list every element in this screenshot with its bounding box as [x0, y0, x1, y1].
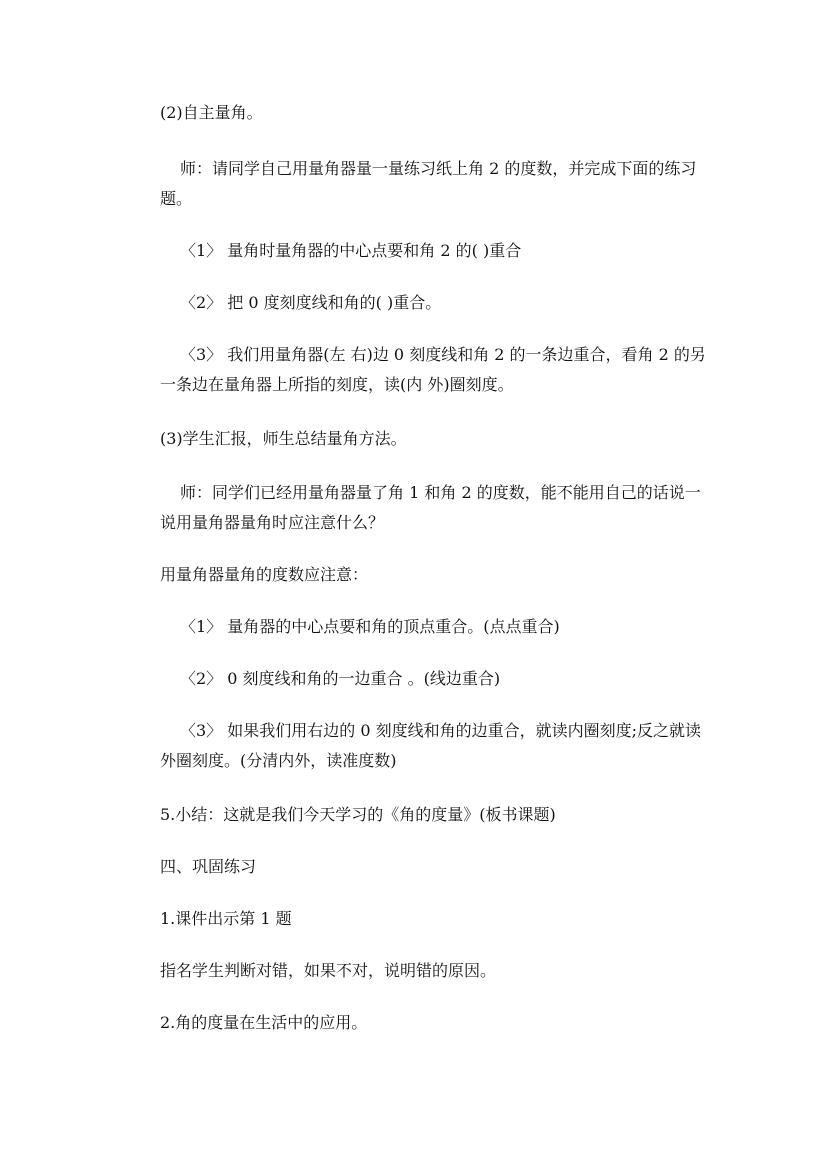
exercise-item-1: 〈1〉 量角时量角器的中心点要和角 2 的( )重合	[180, 241, 522, 260]
exercise-item-3-cont: 一条边在量角器上所指的刻度，读(内 外)圈刻度。	[160, 375, 514, 394]
paragraph-attention-heading: 用量角器量角的度数应注意：	[160, 565, 369, 584]
paragraph-student-report: (3)学生汇报，师生总结量角方法。	[160, 429, 407, 448]
paragraph-self-measure: (2)自主量角。	[160, 103, 263, 122]
paragraph-courseware-q1: 1.课件出示第 1 题	[160, 909, 292, 928]
exercise-item-3: 〈3〉 我们用量角器(左 右)边 0 刻度线和角 2 的一条边重合，看角 2 的另	[180, 345, 706, 364]
paragraph-teacher-question: 师：同学们已经用量角器量了角 1 和角 2 的度数，能不能用自己的话说一	[180, 483, 701, 502]
attention-item-2: 〈2〉 0 刻度线和角的一边重合 。(线边重合)	[180, 669, 501, 688]
attention-item-3: 〈3〉 如果我们用右边的 0 刻度线和角的边重合，就读内圈刻度;反之就读	[180, 721, 702, 740]
paragraph-application: 2.角的度量在生活中的应用。	[160, 1013, 368, 1032]
attention-item-1: 〈1〉 量角器的中心点要和角的顶点重合。(点点重合)	[180, 617, 560, 636]
section-heading-consolidation: 四、巩固练习	[160, 857, 257, 876]
paragraph-teacher-instruction-cont: 题。	[160, 189, 193, 208]
paragraph-judge-right-wrong: 指名学生判断对错，如果不对，说明错的原因。	[160, 961, 497, 980]
paragraph-teacher-question-cont: 说用量角器量角时应注意什么？	[160, 513, 385, 532]
paragraph-teacher-instruction: 师：请同学自己用量角器量一量练习纸上角 2 的度数，并完成下面的练习	[180, 159, 697, 178]
attention-item-3-cont: 外圈刻度。(分清内外，读准度数)	[160, 751, 397, 770]
exercise-item-2: 〈2〉 把 0 度刻度线和角的( )重合。	[180, 293, 442, 312]
paragraph-summary: 5.小结：这就是我们今天学习的《角的度量》(板书课题)	[160, 805, 556, 824]
